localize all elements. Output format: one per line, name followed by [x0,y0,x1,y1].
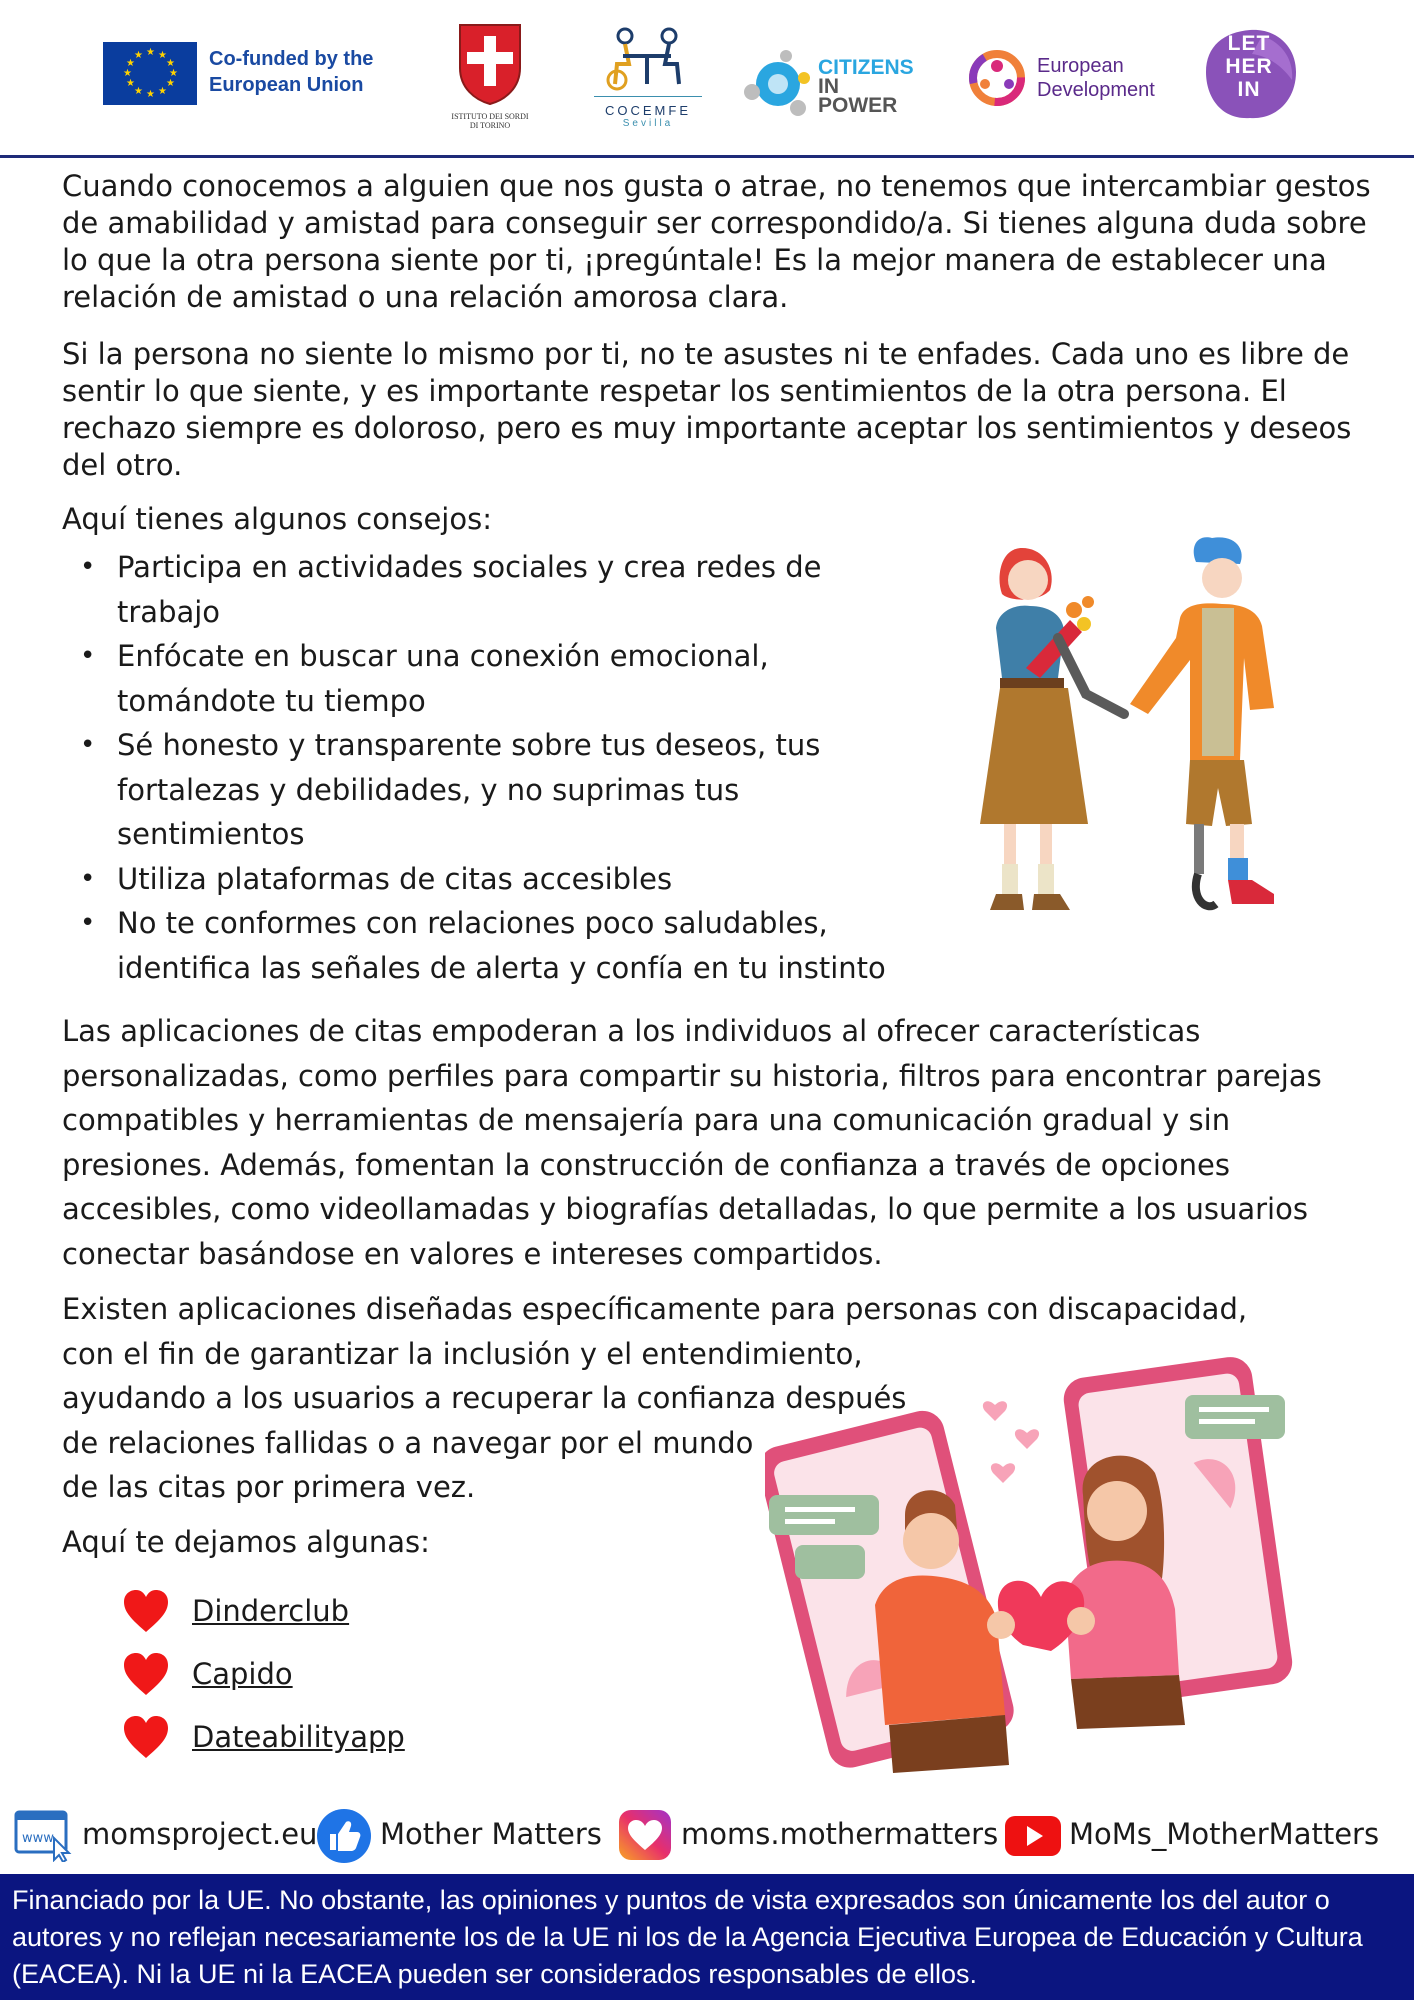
eu-funding-disclaimer [0,1874,1414,2000]
paragraph-dating-apps: Las aplicaciones de citas empoderan a los individuos al ofrecer características personalizadas, como perfiles para compartir su historia, filtros para encontrar parejas compatibles y herramientas de mensajería para una comunicación gradual y sin presiones. Además, fomentan la construcción de confianza a través de opciones accesibles, como videollamadas y biografías detalladas, lo que permite a los usuarios conectar basándose en valores e intereses compartidos. [62,1014,1322,1271]
cocemfe-name: COCEMFE [594,96,702,118]
youtube-label: MoMs_MotherMatters [1069,1817,1380,1851]
thumbs-up-icon [316,1808,372,1864]
eu-flag-icon: ★ ★ ★ ★ ★ ★ ★ ★ ★ ★ ★ ★ [103,42,197,105]
citizens-line2: IN POWER [818,75,898,117]
list-item [122,1588,622,1651]
let-her-in-logo [1202,26,1300,122]
www-icon [14,1808,74,1862]
couple-holding-hands-illustration [940,528,1360,938]
website-label: momsproject.eu [82,1817,318,1851]
svg-text:www: www [22,1831,54,1846]
phones-couple-heart-illustration [765,1345,1325,1785]
apps-heading: Aquí te dejamos algunas: [62,1525,430,1559]
list-item [122,1714,622,1777]
people-table-icon [603,26,693,92]
instagram-label: moms.mothermatters [681,1817,999,1851]
eu-logo-text: Co-funded by the European Union [209,48,374,96]
paragraph-intro: Cuando conocemos a alguien que nos gusta o atrae, no tenemos que intercambiar gestos de amabilidad y amistad para conseguir ser correspondido/a. Si tienes alguna duda sobre lo que la otra persona siente por ti, ¡pregúntale! Es la mejor manera de establecer una relación de amistad o una relación amorosa clara. [62,169,1371,314]
eu-cofunded-logo [103,42,413,108]
tips-heading: Aquí tienes algunos consejos: [62,502,492,536]
paragraph-inclusive-apps: Existen aplicaciones diseñadas específicamente para personas con discapacidad, con el fin de garantizar la inclusión y el entendimiento, ayudando a los usuarios a recuperar la confianza después de relaciones fallidas o a navegar por el mundo de las citas por primera vez. [62,1292,1248,1504]
heart-icon [122,1588,170,1634]
globe-people-icon [742,48,814,118]
letherin-line1: LET [1227,32,1271,55]
citizens-in-power-logo [742,48,922,118]
tips-list [62,545,932,990]
list-item: • Sé honesto y transparente sobre tus deseos, tus fortalezas y debilidades, y no suprimas tus sentimientos [62,723,932,857]
instagram-heart-icon [617,1808,673,1862]
app-link-capido[interactable]: Capido [192,1657,293,1691]
torino-caption: ISTITUTO DEI SORDI DI TORINO [451,112,529,130]
youtube-play-icon [1003,1808,1063,1862]
shield-icon [457,22,523,106]
colorful-people-icon [965,46,1029,110]
heart-icon [122,1651,170,1697]
letherin-line2: HER [1225,55,1273,78]
paragraph-rejection: Si la persona no siente lo mismo por ti, no te asustes ni te enfades. Cada uno es libre de sentir lo que siente, y es importante respetar los sentimientos de la otra persona. El rechazo siempre es doloroso, pero es muy importante aceptar los sentimientos y deseos del otro. [62,337,1352,482]
list-item [122,1651,622,1714]
apps-list [122,1588,622,1777]
citizens-line1: CITIZENS [818,56,914,79]
eurodev-line2: Development [1037,79,1155,101]
eurodev-line1: European [1037,55,1124,77]
social-links-bar [0,1805,1414,1865]
list-item: • Participa en actividades sociales y crea redes de trabajo [62,545,932,634]
heart-icon [122,1714,170,1760]
cocemfe-sub: Sevilla [622,118,674,129]
disclaimer-text: Financiado por la UE. No obstante, las opiniones y puntos de vista expresados son únicamente los del autor o autores y no reflejan necesariamente los de la UE ni los de la Agencia Ejecutiva Europea de Educación y Cultura (EACEA). Ni la UE ni la EACEA pueden ser considerados responsables de ellos. [12,1885,1363,1989]
list-item: • Utiliza plataformas de citas accesibles [62,857,932,902]
cocemfe-logo [590,26,706,136]
letherin-line3: IN [1237,78,1261,101]
app-link-dateabilityapp[interactable]: Dateabilityapp [192,1720,405,1754]
logo-header [0,0,1414,158]
app-link-dinderclub[interactable]: Dinderclub [192,1594,350,1628]
facebook-label: Mother Matters [380,1817,602,1851]
european-development-logo [965,46,1183,110]
list-item: • Enfócate en buscar una conexión emocional, tomándote tu tiempo [62,634,932,723]
istituto-sordi-torino-logo [448,22,532,134]
list-item: • No te conformes con relaciones poco saludables, identifica las señales de alerta y confía en tu instinto [62,901,932,990]
